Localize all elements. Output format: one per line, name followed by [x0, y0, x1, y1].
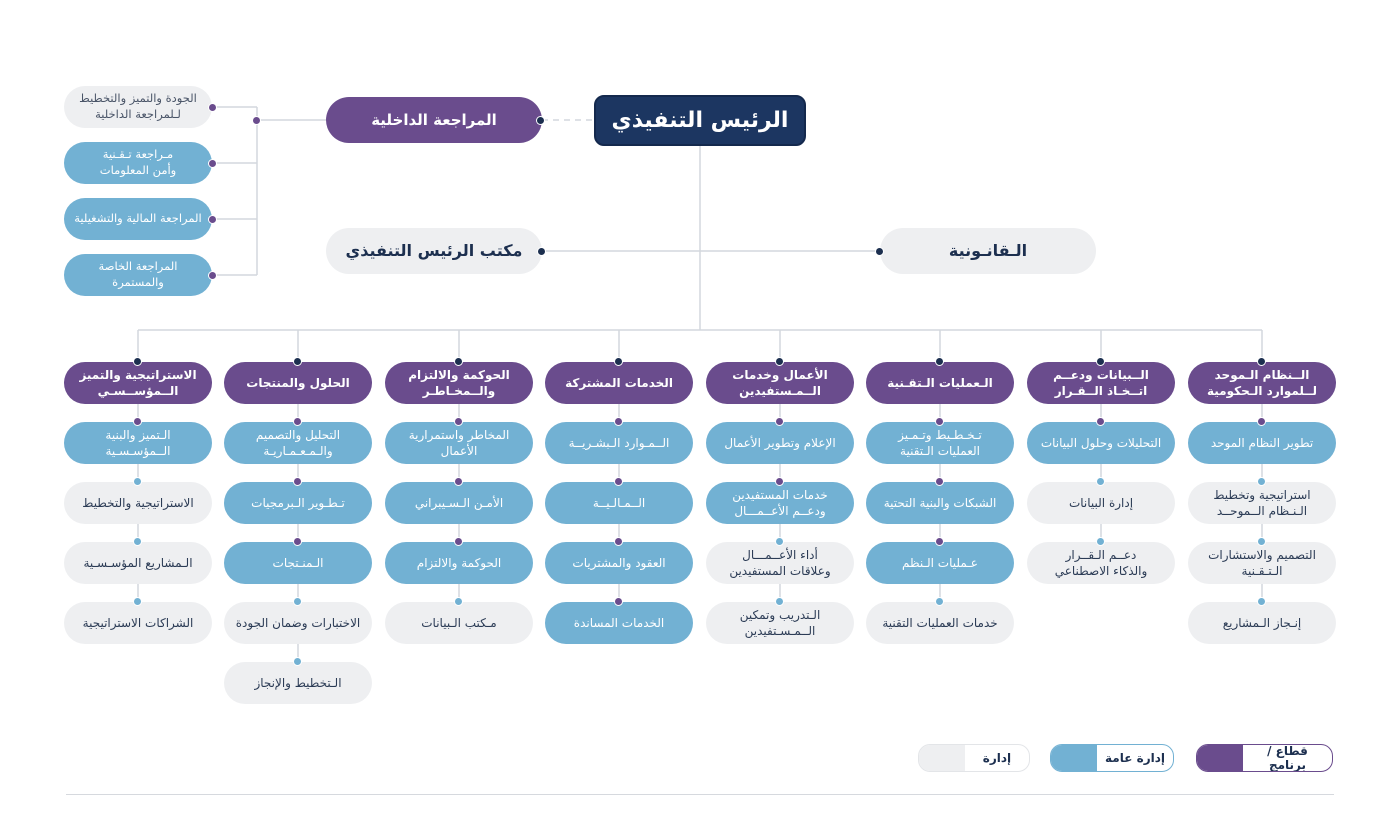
- sector-connector-dot: [454, 357, 463, 366]
- department-box[interactable]: الـمنـتجات: [224, 542, 372, 584]
- department-connector-dot: [775, 477, 784, 486]
- department-box[interactable]: دعــم الـقــرار والذكاء الاصطناعي: [1027, 542, 1175, 584]
- sector-box[interactable]: الــبيانات ودعــم اتــخـاذ الــقـرار: [1027, 362, 1175, 404]
- department-connector-dot: [614, 537, 623, 546]
- department-box[interactable]: الإعلام وتطوير الأعمال: [706, 422, 854, 464]
- footer-divider: [66, 794, 1334, 795]
- department-box[interactable]: عـمليات الـنظم: [866, 542, 1014, 584]
- department-box[interactable]: مـكتب الـبيانات: [385, 602, 533, 644]
- legend-general-admin-swatch: [1051, 745, 1097, 771]
- audit-item-dot: [208, 103, 217, 112]
- sector-box[interactable]: الخدمات المشتركة: [545, 362, 693, 404]
- legend-sector-label: قطاع / برنامج: [1267, 744, 1308, 772]
- legend-admin-swatch: [919, 745, 965, 771]
- department-connector-dot: [293, 657, 302, 666]
- department-box[interactable]: تطوير النظام الموحد: [1188, 422, 1336, 464]
- legal-box[interactable]: الـقانـونية: [880, 228, 1096, 274]
- department-box[interactable]: الأمـن الـسـيبراني: [385, 482, 533, 524]
- ceo-office-box[interactable]: مكتب الرئيس التنفيذي: [326, 228, 542, 274]
- legend-general-admin-label: إدارة عامة: [1105, 751, 1165, 765]
- department-connector-dot: [293, 537, 302, 546]
- department-box[interactable]: أداء الأعــمـــال وعلاقات المستفيدين: [706, 542, 854, 584]
- department-connector-dot: [935, 477, 944, 486]
- audit-item-dot: [208, 159, 217, 168]
- sector-box[interactable]: الحلول والمنتجات: [224, 362, 372, 404]
- audit-item-dot: [208, 271, 217, 280]
- department-connector-dot: [133, 537, 142, 546]
- department-box[interactable]: الحوكمة والالتزام: [385, 542, 533, 584]
- department-box[interactable]: الخدمات المساندة: [545, 602, 693, 644]
- department-connector-dot: [133, 417, 142, 426]
- sector-box[interactable]: الأعمال وخدمات الــمـستفيدين: [706, 362, 854, 404]
- legend-general-admin: [1050, 744, 1174, 772]
- department-box[interactable]: إدارة البيانات: [1027, 482, 1175, 524]
- department-connector-dot: [775, 597, 784, 606]
- department-box[interactable]: الـتخطيط والإنجاز: [224, 662, 372, 704]
- audit-item-quality[interactable]: الجودة والتميز والتخطيط لـلمراجعة الداخلية: [64, 86, 212, 128]
- internal-audit-box[interactable]: المراجعة الداخلية: [326, 97, 542, 143]
- department-box[interactable]: الــمـالـيــة: [545, 482, 693, 524]
- department-connector-dot: [1096, 477, 1105, 486]
- department-connector-dot: [454, 597, 463, 606]
- department-connector-dot: [293, 477, 302, 486]
- audit-link-dot: [536, 116, 545, 125]
- department-connector-dot: [614, 477, 623, 486]
- department-connector-dot: [935, 417, 944, 426]
- sector-connector-dot: [1257, 357, 1266, 366]
- department-connector-dot: [1257, 477, 1266, 486]
- department-connector-dot: [614, 417, 623, 426]
- department-box[interactable]: التحليل والتصميم والـمـعـمـاريـة: [224, 422, 372, 464]
- department-box[interactable]: الـتميز والبنية الــمؤسـسـية: [64, 422, 212, 464]
- audit-bracket-dot: [252, 116, 261, 125]
- department-connector-dot: [1096, 537, 1105, 546]
- department-box[interactable]: خدمات المستفيدين ودعــم الأعــمـــال: [706, 482, 854, 524]
- department-connector-dot: [133, 597, 142, 606]
- department-box[interactable]: التحليلات وحلول البيانات: [1027, 422, 1175, 464]
- ceo-box[interactable]: الرئيس التنفيذي: [594, 95, 806, 146]
- department-connector-dot: [133, 477, 142, 486]
- sector-connector-dot: [1096, 357, 1105, 366]
- department-connector-dot: [1257, 597, 1266, 606]
- department-box[interactable]: المخاطر واستمرارية الأعمال: [385, 422, 533, 464]
- department-box[interactable]: تـخـطـيط وتـمـيز العمليات الـتقنية: [866, 422, 1014, 464]
- sector-connector-dot: [935, 357, 944, 366]
- department-connector-dot: [454, 417, 463, 426]
- legend-admin: [918, 744, 1030, 772]
- sector-box[interactable]: الاستراتيجية والتميز الــمؤســسـي: [64, 362, 212, 404]
- department-box[interactable]: الشراكات الاستراتيجية: [64, 602, 212, 644]
- department-connector-dot: [454, 537, 463, 546]
- department-connector-dot: [935, 597, 944, 606]
- sector-box[interactable]: الحوكمة والالتزام والــمخـاطـر: [385, 362, 533, 404]
- department-connector-dot: [293, 597, 302, 606]
- ceo-office-dot: [537, 247, 546, 256]
- department-box[interactable]: التصميم والاستشارات الـتـقـنية: [1188, 542, 1336, 584]
- department-box[interactable]: إنـجاز الـمشاريع: [1188, 602, 1336, 644]
- department-box[interactable]: تـطـوير الـبرمجيات: [224, 482, 372, 524]
- department-connector-dot: [454, 477, 463, 486]
- department-connector-dot: [293, 417, 302, 426]
- department-connector-dot: [1096, 417, 1105, 426]
- department-connector-dot: [775, 417, 784, 426]
- department-connector-dot: [775, 537, 784, 546]
- department-box[interactable]: الـتدريب وتمكين الــمـسـتفيدين: [706, 602, 854, 644]
- audit-item-tech[interactable]: مـراجعة تـقـنية وأمن المعلومات: [64, 142, 212, 184]
- sector-connector-dot: [133, 357, 142, 366]
- legend-admin-label: إدارة: [982, 751, 1012, 765]
- department-box[interactable]: الاستراتيجية والتخطيط: [64, 482, 212, 524]
- department-box[interactable]: الــمـوارد الـبشـريــة: [545, 422, 693, 464]
- sector-connector-dot: [775, 357, 784, 366]
- legend-sector-swatch: [1197, 745, 1243, 771]
- sector-connector-dot: [614, 357, 623, 366]
- sector-connector-dot: [293, 357, 302, 366]
- department-box[interactable]: الاختبارات وضمان الجودة: [224, 602, 372, 644]
- department-box[interactable]: استراتيجية وتخطيط الـنـظام الــموحــد: [1188, 482, 1336, 524]
- department-box[interactable]: خدمات العمليات التقنية: [866, 602, 1014, 644]
- department-connector-dot: [614, 597, 623, 606]
- department-box[interactable]: الـمشاريع المؤسـسـية: [64, 542, 212, 584]
- department-box[interactable]: الشبكات والبنية التحتية: [866, 482, 1014, 524]
- audit-item-dot: [208, 215, 217, 224]
- department-connector-dot: [1257, 417, 1266, 426]
- sector-box[interactable]: الـعمليات الـتقـنية: [866, 362, 1014, 404]
- sector-box[interactable]: الــنظام الـموحد لــلموارد الـحكومية: [1188, 362, 1336, 404]
- department-box[interactable]: العقود والمشتريات: [545, 542, 693, 584]
- legend-sector: [1196, 744, 1333, 772]
- department-connector-dot: [935, 537, 944, 546]
- audit-item-financial[interactable]: المراجعة المالية والتشغيلية: [64, 198, 212, 240]
- department-connector-dot: [1257, 537, 1266, 546]
- audit-item-special[interactable]: المراجعة الخاصة والمستمرة: [64, 254, 212, 296]
- legal-dot: [875, 247, 884, 256]
